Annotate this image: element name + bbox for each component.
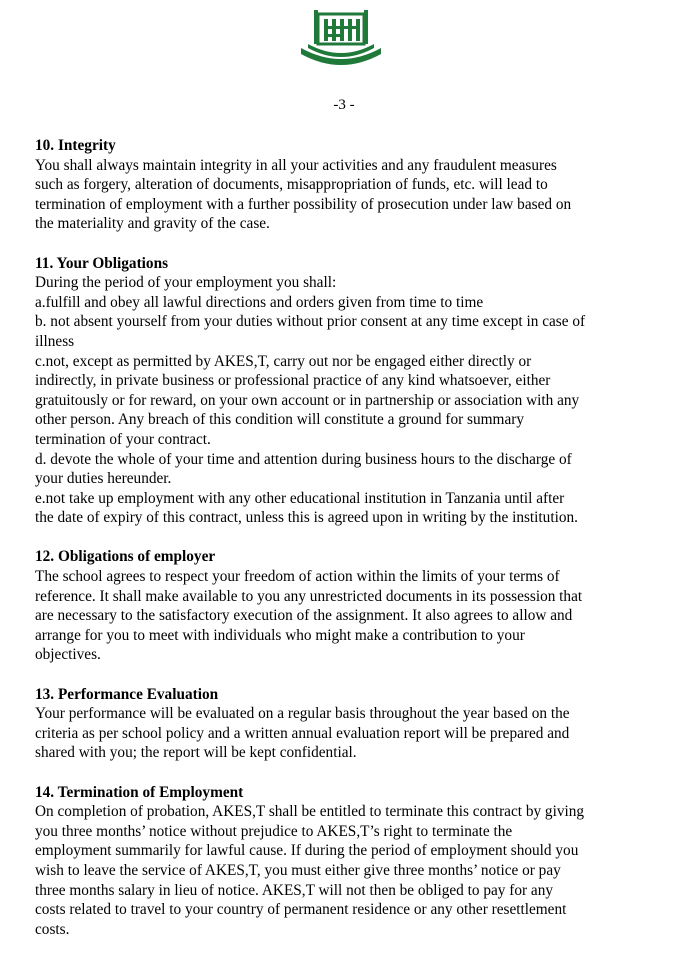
paragraph-line: criteria as per school policy and a written annual evaluation report will be prepared and [35,724,570,742]
paragraph-line: the date of expiry of this contract, unless this is agreed upon in writing by the institution. [35,509,578,527]
paragraph-line: other person. Any breach of this condition will constitute a ground for summary [35,411,524,429]
paragraph-line: Your performance will be evaluated on a regular basis throughout the year based on the [35,705,570,723]
paragraph-line: arrange for you to meet with individuals who might make a contribution to your [35,626,525,644]
paragraph-line: wish to leave the service of AKES,T, you must either give three months’ notice or pay [35,861,561,879]
section-heading: 13. Performance Evaluation [35,685,219,703]
paragraph-line: gratuitously or for reward, on your own account or in partnership or association with any [35,391,580,409]
section-performance-evaluation [35,685,660,763]
section-heading: 14. Termination of Employment [35,783,244,801]
paragraph-line: indirectly, in private business or professional practice of any kind whatsoever, either [35,372,551,390]
paragraph-line: such as forgery, alteration of documents, misappropriation of funds, etc. will lead to [35,176,548,194]
section-heading: 12. Obligations of employer [35,548,216,566]
paragraph-line: costs. [35,920,70,938]
paragraph-line: employment summarily for lawful cause. If during the period of employment should you [35,842,579,860]
paragraph-line: objectives. [35,646,101,664]
section-heading: 11. Your Obligations [35,254,169,272]
paragraph-line: termination of your contract. [35,430,211,448]
section-obligations-of-employer [35,547,660,665]
paragraph-line: the materiality and gravity of the case. [35,215,270,233]
paragraph-line: b. not absent yourself from your duties without prior consent at any time except in case of [35,313,586,331]
section-your-obligations [35,254,660,528]
section-termination-of-employment [35,783,660,940]
paragraph-line: On completion of probation, AKES,T shall be entitled to terminate this contract by giving [35,803,585,821]
paragraph-line: reference. It shall make available to you any unrestricted documents in its possession that [35,587,583,605]
paragraph-line: termination of employment with a further possibility of prosecution under law based on [35,195,572,213]
paragraph-line: c.not, except as permitted by AKES,T, carry out nor be engaged either directly or [35,352,532,370]
paragraph-line: You shall always maintain integrity in all your activities and any fraudulent measures [35,156,557,174]
document-body [35,136,660,959]
paragraph-line: During the period of your employment you shall: [35,274,337,292]
logo-emblem-icon [300,10,382,66]
paragraph-line: e.not take up employment with any other educational institution in Tanzania until after [35,489,565,507]
paragraph-line: are necessary to the satisfactory execution of the assignment. It also agrees to allow and [35,607,573,625]
paragraph-line: three months salary in lieu of notice. AKES,T will not then be obliged to pay for any [35,881,554,899]
paragraph-line: your duties hereunder. [35,470,172,488]
paragraph-line: a.fulfill and obey all lawful directions and orders given from time to time [35,293,484,311]
paragraph-line: d. devote the whole of your time and attention during business hours to the discharge of [35,450,572,468]
paragraph-line: The school agrees to respect your freedom of action within the limits of your terms of [35,568,560,586]
section-heading: 10. Integrity [35,137,116,154]
paragraph-line: you three months’ notice without prejudice to AKES,T’s right to terminate the [35,822,513,840]
page-number: -3 - [333,97,355,113]
paragraph-line: shared with you; the report will be kept confidential. [35,744,357,762]
institution-logo [300,10,382,66]
paragraph-line: costs related to travel to your country of permanent residence or any other resettlement [35,901,567,919]
section-integrity [35,136,660,234]
paragraph-line: illness [35,332,75,350]
